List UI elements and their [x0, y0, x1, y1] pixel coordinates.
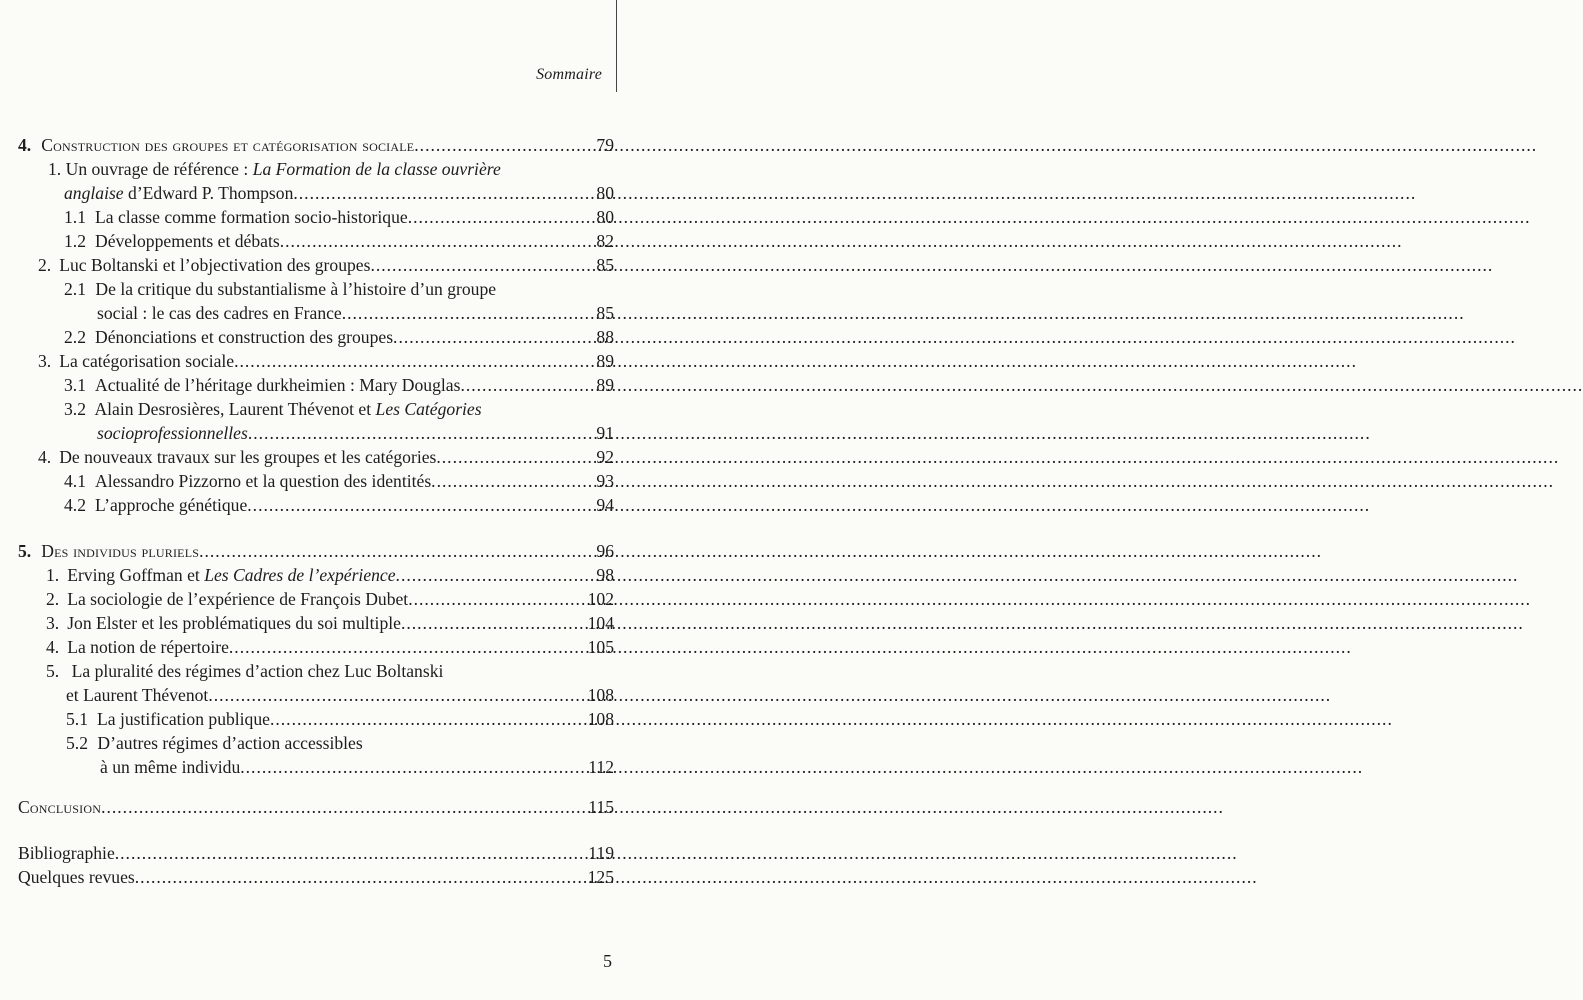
dot-leader [393, 325, 594, 349]
subsection-title-plain: Alain Desrosières, Laurent Thévenot et [94, 399, 376, 419]
dot-leader [436, 445, 594, 469]
toc-subsection-4-2[interactable] [18, 493, 614, 517]
toc-section-5-2[interactable] [18, 587, 614, 611]
page-number: 93 [596, 471, 614, 491]
dot-leader [115, 841, 587, 865]
dot-leader [248, 421, 595, 445]
page-number: 102 [587, 589, 614, 609]
toc-section-5-4[interactable] [18, 635, 614, 659]
dot-leader [234, 349, 594, 373]
page-number: 80 [596, 207, 614, 227]
subsection-number: 5.1 [66, 709, 88, 729]
subsection-title: D’autres régimes d’action accessibles [97, 733, 363, 753]
subsection-title-italic: Les Catégories [375, 399, 482, 419]
dot-leader [280, 229, 595, 253]
section-title-italic: Les Cadres de l’expérience [204, 565, 396, 585]
section-title: La catégorisation sociale [59, 351, 235, 371]
dot-leader [408, 205, 595, 229]
section-title-plain: d’Edward P. Thompson [123, 183, 294, 203]
page-number: 125 [587, 867, 614, 887]
dot-leader [342, 301, 595, 325]
subsection-number: 1.2 [64, 231, 86, 251]
subsection-number: 5.2 [66, 733, 88, 753]
page-number: 91 [596, 423, 614, 443]
subsection-number: 3.2 [64, 399, 86, 419]
section-title: Luc Boltanski et l’objectivation des groupes [59, 255, 371, 275]
page-number: 104 [587, 613, 614, 633]
toc-chapter-4[interactable] [18, 133, 614, 157]
subsection-number: 4.1 [64, 471, 86, 491]
section-title: Jon Elster et les problématiques du soi multiple [67, 613, 401, 633]
page-number: 96 [596, 541, 614, 561]
page-number: 98 [596, 565, 614, 585]
section-number: 3. [38, 351, 52, 371]
toc-section-5-5-line2[interactable] [18, 683, 614, 707]
page-number: 88 [596, 327, 614, 347]
page-number: 92 [596, 447, 614, 467]
chapter-title: Des individus pluriels [41, 541, 200, 561]
running-head: Sommaire [536, 66, 602, 83]
section-title-plain: Un ouvrage de référence : [65, 159, 253, 179]
page-number: 108 [587, 709, 614, 729]
toc-subsection-1-1[interactable] [18, 205, 614, 229]
bibliographie-title: Bibliographie [18, 843, 115, 863]
dot-leader [414, 133, 594, 157]
page-number: 112 [588, 757, 614, 777]
dot-leader [460, 373, 594, 397]
toc-section-4-3[interactable] [18, 349, 614, 373]
page-edge-rule [616, 0, 617, 92]
subsection-number: 4.2 [64, 495, 86, 515]
dot-leader [247, 493, 594, 517]
page-number: 80 [596, 183, 614, 203]
toc-subsection-3-2-line1[interactable] [18, 397, 614, 421]
toc-subsection-5-2-line2[interactable] [18, 755, 614, 779]
page-number: 115 [588, 797, 614, 817]
page-number: 94 [596, 495, 614, 515]
subsection-title: L’approche génétique [95, 495, 248, 515]
section-number: 5. [46, 661, 60, 681]
dot-leader [135, 865, 586, 889]
page-number: 82 [596, 231, 614, 251]
subsection-title: social : le cas des cadres en France [97, 303, 342, 323]
subsection-title: La classe comme formation socio-historique [95, 207, 408, 227]
toc-revues[interactable] [18, 865, 614, 889]
section-number: 3. [46, 613, 60, 633]
section-title: La pluralité des régimes d’action chez Luc Boltanski [71, 661, 444, 681]
toc-subsection-1-2[interactable] [18, 229, 614, 253]
dot-leader [293, 181, 594, 205]
dot-leader [208, 683, 585, 707]
dot-leader [431, 469, 594, 493]
toc-subsection-5-1[interactable] [18, 707, 614, 731]
page-folio: 5 [603, 951, 612, 971]
subsection-number: 3.1 [64, 375, 86, 395]
toc-section-5-1[interactable] [18, 563, 614, 587]
toc-conclusion[interactable] [18, 795, 614, 819]
toc-subsection-4-1[interactable] [18, 469, 614, 493]
dot-leader [101, 795, 586, 819]
chapter-title: Construction des groupes et catégorisation sociale [41, 135, 415, 155]
section-title-italic: La Formation de la classe ouvrière [252, 159, 501, 179]
section-number: 4. [46, 637, 60, 657]
dot-leader [240, 755, 586, 779]
dot-leader [408, 587, 585, 611]
subsection-title: à un même individu [100, 757, 241, 777]
section-title-italic: anglaise [64, 183, 124, 203]
toc-chapter-5[interactable] [18, 539, 614, 563]
table-of-contents [18, 133, 614, 889]
subsection-title-italic: socioprofessionnelles [97, 423, 248, 443]
dot-leader [199, 539, 594, 563]
page-number: 85 [596, 255, 614, 275]
section-number: 1. [46, 565, 60, 585]
section-title: La notion de répertoire [67, 637, 229, 657]
subsection-title: De la critique du substantialisme à l’histoire d’un groupe [95, 279, 497, 299]
section-number: 2. [38, 255, 52, 275]
section-number: 1. [48, 159, 62, 179]
subsection-number: 1.1 [64, 207, 86, 227]
toc-subsection-2-1-line1[interactable] [18, 277, 614, 301]
page-number: 108 [587, 685, 614, 705]
subsection-title: Dénonciations et construction des groupes [95, 327, 394, 347]
page-number: 85 [596, 303, 614, 323]
toc-section-4-1-line1[interactable] [18, 157, 614, 181]
spacer [18, 819, 614, 841]
section-title-plain: Erving Goffman et [67, 565, 205, 585]
conclusion-title: Conclusion [18, 797, 102, 817]
section-number: 4. [38, 447, 52, 467]
section-title: et Laurent Thévenot [66, 685, 209, 705]
toc-bibliographie[interactable] [18, 841, 614, 865]
toc-subsection-2-1-line2[interactable] [18, 301, 614, 325]
section-title: De nouveaux travaux sur les groupes et les catégories [59, 447, 437, 467]
page-number: 89 [596, 351, 614, 371]
dot-leader [401, 611, 586, 635]
revues-title: Quelques revues [18, 867, 135, 887]
chapter-number: 5. [18, 541, 32, 561]
toc-subsection-5-2-line1[interactable] [18, 731, 614, 755]
subsection-title: Alessandro Pizzorno et la question des identités [95, 471, 432, 491]
toc-section-4-1-line2[interactable] [18, 181, 614, 205]
subsection-number: 2.1 [64, 279, 86, 299]
chapter-number: 4. [18, 135, 32, 155]
subsection-title: Actualité de l’héritage durkheimien : Mary Douglas [95, 375, 461, 395]
dot-leader [270, 707, 586, 731]
subsection-number: 2.2 [64, 327, 86, 347]
page-number: 119 [588, 843, 614, 863]
toc-section-4-2[interactable] [18, 253, 614, 277]
section-title: La sociologie de l’expérience de François Dubet [67, 589, 409, 609]
toc-section-4-4[interactable] [18, 445, 614, 469]
page-number: 79 [596, 135, 614, 155]
page-number: 105 [587, 637, 614, 657]
subsection-title: Développements et débats [95, 231, 280, 251]
spacer [18, 517, 614, 539]
page-number: 89 [596, 375, 614, 395]
toc-section-5-5-line1[interactable] [18, 659, 614, 683]
section-number: 2. [46, 589, 60, 609]
toc-subsection-3-2-line2[interactable] [18, 421, 614, 445]
subsection-title: La justification publique [97, 709, 270, 729]
toc-section-5-3[interactable] [18, 611, 614, 635]
dot-leader [370, 253, 594, 277]
toc-subsection-2-2[interactable] [18, 325, 614, 349]
dot-leader [396, 563, 595, 587]
dot-leader [229, 635, 586, 659]
toc-subsection-3-1[interactable] [18, 373, 614, 397]
spacer [18, 779, 614, 795]
